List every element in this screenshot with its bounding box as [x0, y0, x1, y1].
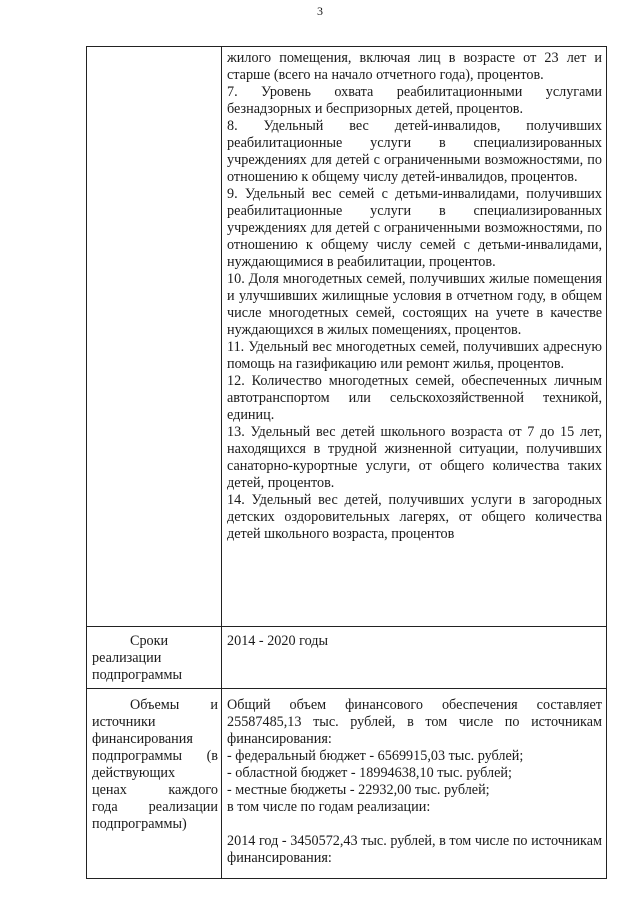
indicator-item: 8. Удельный вес детей-инвалидов, получивших реабилитационные услуги в специализированных учреждениях для детей с ограниченными возможностями, по отношению к общему числу детей-инвалидов, процентов. [227, 118, 602, 185]
funding-source: - областной бюджет - 18994638,10 тыс. рублей; [227, 765, 512, 781]
funding-label-line: подпрограммы) [92, 816, 187, 832]
funding-label-line: источники [92, 714, 156, 730]
terms-label-line: реализации [92, 650, 162, 666]
funding-value-cell [222, 689, 607, 879]
indicator-item: 11. Удельный вес многодетных семей, получивших адресную помощь на газификацию или ремонт жилья, процентов. [227, 339, 602, 372]
indicator-item: 12. Количество многодетных семей, обеспеченных личным автотранспортом или сельскохозяйственной техникой, единиц. [227, 373, 602, 423]
funding-label-line: года реализации [92, 799, 218, 815]
funding-label-line: подпрограммы (в [92, 748, 218, 764]
funding-label-line: финансирования [92, 731, 193, 747]
funding-label-line: действующих [92, 765, 176, 781]
indicator-item: 7. Уровень охвата реабилитационными услугами безнадзорных и беспризорных детей, процентов. [227, 84, 602, 117]
indicator-item: 10. Доля многодетных семей, получивших жилые помещения и улучшивших жилищные условия в отчетном году, в общем числе многодетных семей, состоящих на учете в качестве нуждающихся в жилых помещениях, процентов. [227, 271, 602, 338]
indicator-item: 14. Удельный вес детей, получивших услуги в загородных детских оздоровительных лагерях, от общего количества детей школьного возраста, процентов [227, 492, 602, 542]
terms-row [87, 627, 607, 689]
spacer [227, 816, 602, 833]
funding-label-cell [87, 689, 222, 879]
terms-label-cell [87, 627, 222, 689]
indicator-item: жилого помещения, включая лиц в возрасте от 23 лет и старше (всего на начало отчетного года), процентов. [227, 50, 602, 83]
terms-value-cell [222, 627, 607, 689]
funding-year-2014: 2014 год - 3450572,43 тыс. рублей, в том числе по источникам финансирования: [227, 833, 602, 866]
indicators-cell [222, 47, 607, 627]
funding-label-line: ценах каждого [92, 782, 218, 798]
funding-source: - местные бюджеты - 22932,00 тыс. рублей; [227, 782, 490, 798]
funding-row [87, 689, 607, 879]
funding-label-line: Объемы и [130, 697, 218, 713]
terms-label-line: Сроки [130, 633, 169, 649]
terms-value: 2014 - 2020 годы [227, 633, 329, 649]
program-passport-table [86, 46, 607, 879]
terms-label-line: подпрограммы [92, 667, 182, 683]
funding-intro: Общий объем финансового обеспечения составляет 25587485,13 тыс. рублей, в том числе по источникам финансирования: [227, 697, 602, 747]
funding-source: - федеральный бюджет - 6569915,03 тыс. рублей; [227, 748, 524, 764]
indicators-row [87, 47, 607, 627]
indicator-item: 9. Удельный вес семей с детьми-инвалидами, получивших реабилитационные услуги в специализированных учреждениях для детей с ограниченными возможностями, по отношению к общему числу семей с детьми-инвалидами, нуждающимися в реабилитации, процентов. [227, 186, 602, 270]
indicator-item: 13. Удельный вес детей школьного возраста от 7 до 15 лет, находящихся в трудной жизненной ситуации, получивших санаторно-курортные услуги, от общего количества таких детей, процентов. [227, 424, 602, 491]
indicators-label-cell [87, 47, 222, 627]
funding-by-year-heading: в том числе по годам реализации: [227, 799, 431, 815]
page-number: 3 [317, 4, 323, 18]
